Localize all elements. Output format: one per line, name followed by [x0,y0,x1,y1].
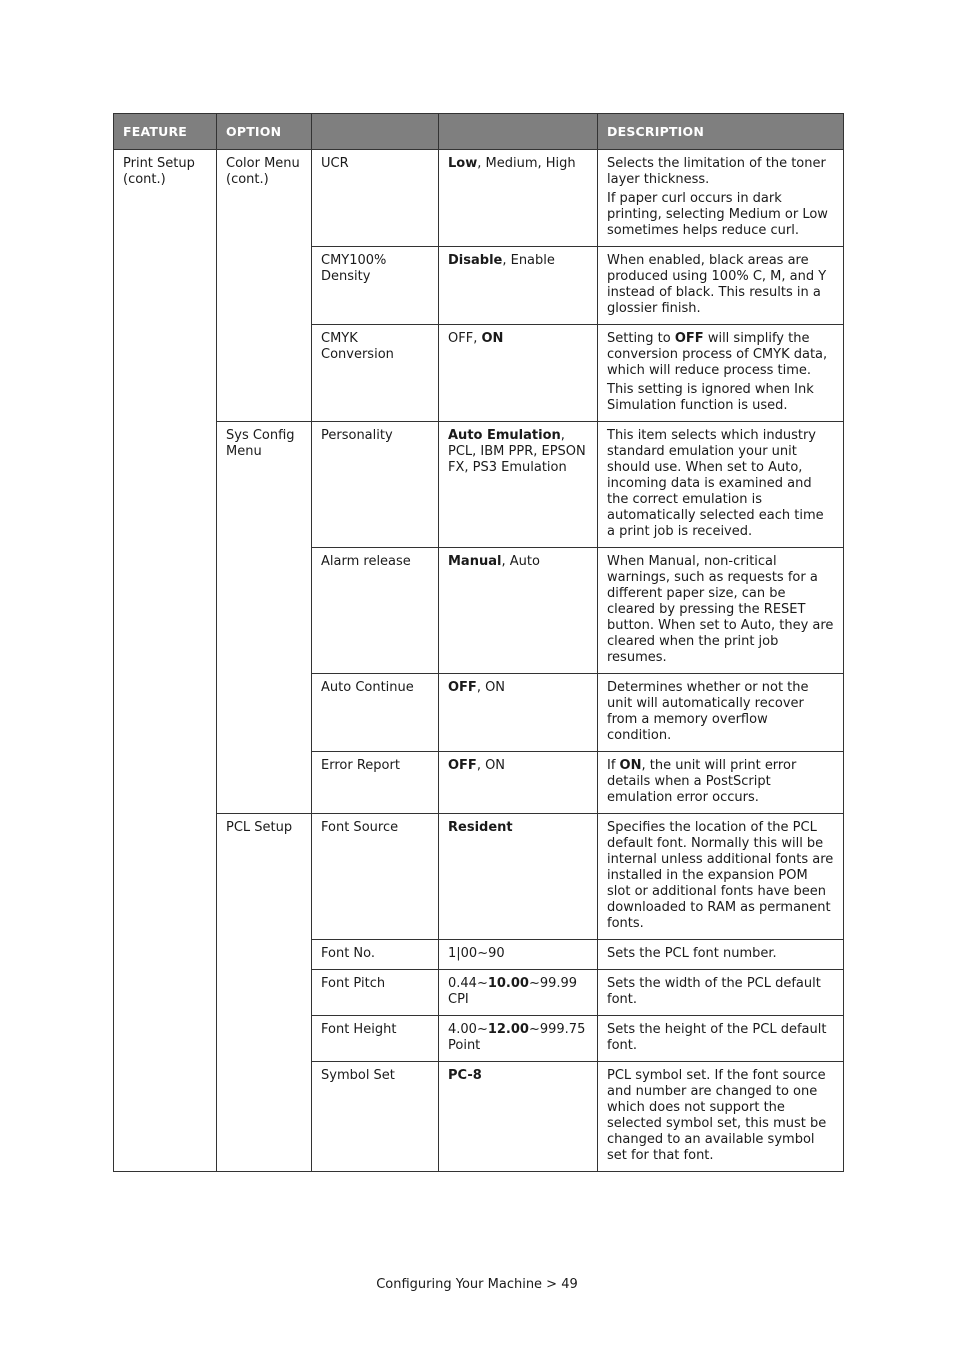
bold-text: Manual [448,554,502,569]
description-cell [598,548,844,674]
item-cell: Alarm release [312,548,439,674]
bold-text: 12.00 [487,1022,529,1037]
text-run: 4.00~ [448,1022,488,1037]
option-cell: Sys Config Menu [217,422,312,814]
description-paragraph [607,946,834,962]
option-cell: Color Menu (cont.) [217,150,312,422]
values-cell [439,325,598,422]
item-cell: Error Report [312,752,439,814]
values-cell [439,940,598,970]
option-cell: PCL Setup [217,814,312,1172]
description-cell [598,247,844,325]
description-cell [598,1062,844,1172]
text-run: , the unit will print error details when a PostScript emulation error occurs. [607,758,797,805]
text-run: Specifies the location of the PCL default font. Normally this will be internal unless additional fonts are installed in the expansion POM slot or additional fonts have been downloaded to RAM as permanent fonts. [607,820,834,931]
values-cell [439,814,598,940]
description-cell [598,325,844,422]
text-run: , PCL, IBM PPR, EPSON FX, PS3 Emulation [448,428,586,475]
values-cell [439,1062,598,1172]
text-run: PCL symbol set. If the font source and number are changed to one which does not support the selected symbol set, this must be changed to an available symbol set for that font. [607,1068,827,1163]
text-run: ~99.99 CPI [448,976,578,1007]
values-cell [439,1016,598,1062]
text-run: Sets the height of the PCL default font. [607,1022,827,1053]
item-cell: Font Source [312,814,439,940]
bold-text: ON [619,758,642,773]
item-cell: Font Height [312,1016,439,1062]
description-cell [598,150,844,247]
description-cell [598,970,844,1016]
header-option: OPTION [217,114,312,150]
header-item [312,114,439,150]
description-paragraph [607,382,834,414]
text-run: , Enable [502,253,555,268]
description-cell [598,814,844,940]
text-run: Sets the width of the PCL default font. [607,976,821,1007]
values-cell [439,674,598,752]
bold-text: PC-8 [448,1068,482,1083]
text-run: , ON [476,680,506,695]
item-cell: CMYK Conversion [312,325,439,422]
description-cell [598,1016,844,1062]
text-run: This item selects which industry standard emulation your unit should use. When set to Auto, incoming data is examined and the correct emulation is automatically selected each time a print job is received. [607,428,824,539]
text-run: , Medium, High [477,156,576,171]
text-run: will simplify the conversion process of CMYK data, which will reduce process time. [607,331,828,378]
description-paragraph [607,680,834,744]
item-cell: Font Pitch [312,970,439,1016]
values-cell [439,970,598,1016]
bold-text: OFF [448,680,477,695]
text-run: If [607,758,620,773]
table-row [114,422,844,548]
text-run: ~999.75 Point [448,1022,586,1053]
description-paragraph [607,554,834,666]
text-run: , ON [476,758,506,773]
item-cell: Symbol Set [312,1062,439,1172]
bold-text: Disable [448,253,503,268]
bold-text: 10.00 [487,976,529,991]
description-paragraph [607,976,834,1008]
values-cell [439,150,598,247]
item-cell: Personality [312,422,439,548]
table-header-row [114,114,844,150]
item-cell: CMY100% Density [312,247,439,325]
description-paragraph [607,253,834,317]
values-cell [439,548,598,674]
description-cell [598,940,844,970]
item-cell: UCR [312,150,439,247]
table-body [114,150,844,1172]
description-paragraph [607,428,834,540]
text-run: This setting is ignored when Ink Simulation function is used. [607,382,814,413]
text-run: 0.44~ [448,976,488,991]
bold-text: Resident [448,820,513,835]
text-run: Sets the PCL font number. [607,946,777,961]
table-row [114,814,844,940]
bold-text: ON [481,331,504,346]
text-run: When Manual, non-critical warnings, such as requests for a different paper size, can be cleared by pressing the RESET button. When set to Auto, they are cleared when the print job resumes. [607,554,834,665]
text-run: If paper curl occurs in dark printing, selecting Medium or Low sometimes helps reduce curl. [607,191,828,238]
values-cell [439,752,598,814]
feature-cell: Print Setup (cont.) [114,150,217,1172]
description-cell [598,752,844,814]
item-cell: Auto Continue [312,674,439,752]
bold-text: OFF [674,331,704,346]
text-run: OFF, [448,331,482,346]
bold-text: Auto Emulation [448,428,561,443]
description-paragraph [607,1068,834,1164]
text-run: Setting to [607,331,675,346]
header-description: DESCRIPTION [598,114,844,150]
page-footer: Configuring Your Machine > 49 [376,1277,578,1292]
description-paragraph [607,1022,834,1054]
description-cell [598,674,844,752]
settings-table [113,113,844,1172]
text-run: Determines whether or not the unit will automatically recover from a memory overflow condition. [607,680,809,743]
table-row [114,150,844,247]
item-cell: Font No. [312,940,439,970]
description-paragraph [607,191,834,239]
values-cell [439,422,598,548]
bold-text: Low [448,156,478,171]
text-run: When enabled, black areas are produced using 100% C, M, and Y instead of black. This results in a glossier finish. [607,253,827,316]
text-run: 1|00~90 [448,946,505,961]
description-paragraph [607,331,834,379]
values-cell [439,247,598,325]
description-cell [598,422,844,548]
bold-text: OFF [448,758,477,773]
text-run: , Auto [501,554,540,569]
description-paragraph [607,820,834,932]
text-run: Selects the limitation of the toner layer thickness. [607,156,826,187]
header-feature: FEATURE [114,114,217,150]
description-paragraph [607,156,834,188]
description-paragraph [607,758,834,806]
header-values [439,114,598,150]
